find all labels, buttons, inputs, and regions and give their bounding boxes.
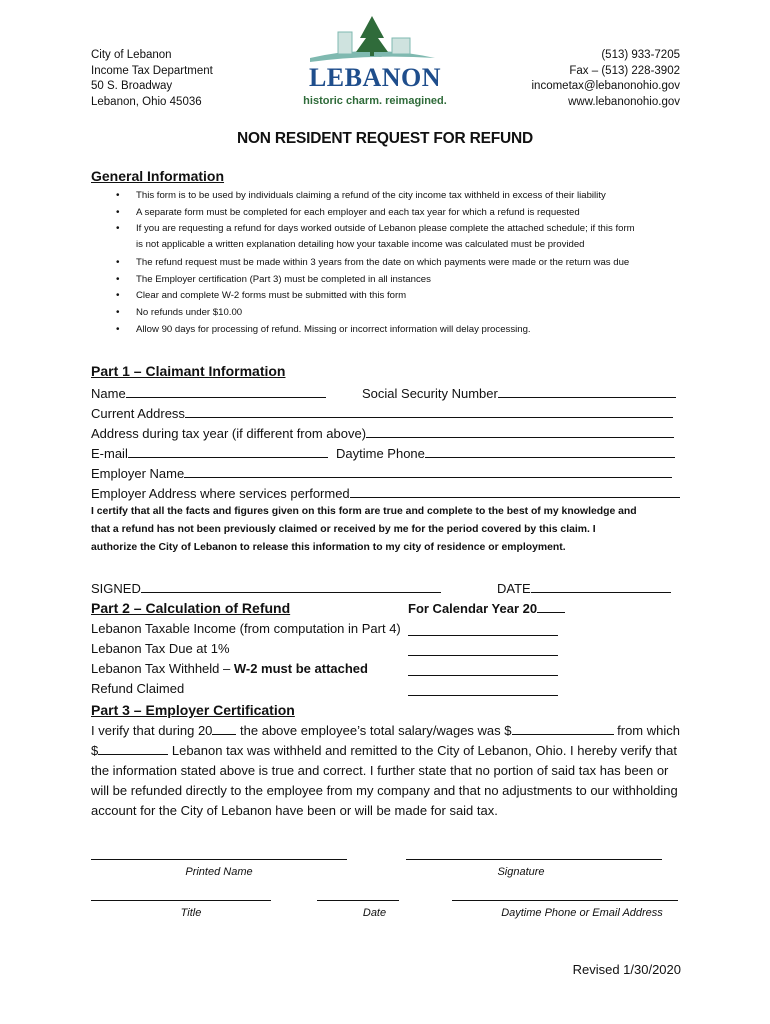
contact-line: (513) 933-7205 (601, 49, 680, 61)
revision-date: Revised 1/30/2020 (572, 962, 681, 977)
date-line[interactable] (317, 900, 399, 901)
list-item: • If you are requesting a refund for days worked outside of Lebanon please complete the attached schedule; if this form (116, 223, 635, 234)
ssn-field[interactable] (362, 385, 676, 401)
list-item: • No refunds under $10.00 (116, 307, 243, 318)
address-line: Lebanon, Ohio 45036 (91, 95, 202, 108)
contact-line: incometax@lebanonohio.gov (531, 80, 680, 92)
date-caption: Date (362, 907, 387, 919)
signature-caption: Signature (497, 866, 545, 878)
title-line[interactable] (91, 900, 271, 901)
address-line: Income Tax Department (91, 64, 213, 77)
tax-year-address-input[interactable] (366, 425, 674, 438)
tax-year-address-field[interactable] (91, 425, 674, 441)
svg-text:LEBANON: LEBANON (308, 63, 442, 92)
signed-field[interactable] (91, 580, 441, 596)
list-item: • A separate form must be completed for each employer and each tax year for which a refund is requested (116, 207, 580, 218)
name-input[interactable] (126, 385, 326, 398)
list-item: • Clear and complete W-2 forms must be submitted with this form (116, 290, 407, 301)
w2-note: W-2 must be attached (233, 661, 368, 676)
general-info-list (116, 190, 696, 340)
refund-claimed-input[interactable] (408, 683, 558, 696)
address-line: 50 S. Broadway (91, 80, 173, 92)
ssn-input[interactable] (498, 385, 676, 398)
calendar-year-label: For Calendar Year 20 (408, 601, 538, 616)
signature-line[interactable] (406, 859, 662, 860)
employer-address-field[interactable] (91, 485, 680, 501)
tax-withheld-input[interactable] (408, 663, 558, 676)
certification-statement: I certify that all the facts and figures given on this form are true and complete to the best of my knowledge and that a refund has not been previously claimed or received by me for the period covered by this claim. I authorize the City of Lebanon to release this information to my city of residence or employment. (91, 506, 637, 553)
current-address-input[interactable] (185, 405, 673, 418)
calendar-year-input[interactable] (537, 600, 565, 613)
current-address-label: Current Address (91, 406, 185, 421)
employer-name-input[interactable] (184, 465, 672, 478)
list-item: • The refund request must be made within 3 years from the date on which payments were made or the return was due (116, 257, 630, 268)
contact-line: Fax – (513) 228-3902 (569, 64, 680, 77)
tax-due-label: Lebanon Tax Due at 1% (91, 641, 230, 656)
daytime-phone-field[interactable] (336, 445, 675, 461)
tax-due-input[interactable] (408, 643, 558, 656)
employer-address-input[interactable] (350, 485, 680, 498)
signed-label: SIGNED (91, 581, 141, 596)
date-label: DATE (497, 581, 531, 596)
name-field[interactable] (91, 385, 326, 401)
logo-graphic-icon (300, 14, 450, 112)
name-label: Name (91, 386, 126, 401)
phone-email-caption: Daytime Phone or Email Address (501, 907, 663, 919)
general-info-heading: General Information (91, 168, 225, 184)
part2-heading: Part 2 – Calculation of Refund (91, 600, 291, 616)
employer-certification-text: I verify that during 20 the above employee’s total salary/wages was $ from which $ Lebanon tax was withheld and remitted to the City of Lebanon, Ohio. I hereby verify that the information stated above is true and correct. I further state that no portion of said tax has been or will be refunded directly to the employee from my company and that no adjustments to our withholding account for the City of Lebanon have been or will be made for said tax. (91, 723, 680, 818)
printed-name-line[interactable] (91, 859, 347, 860)
daytime-phone-label: Daytime Phone (336, 446, 425, 461)
signed-input[interactable] (141, 580, 441, 593)
employer-name-label: Employer Name (91, 466, 185, 481)
part3-heading: Part 3 – Employer Certification (91, 702, 295, 718)
withheld-amount-input[interactable] (98, 742, 168, 755)
current-address-field[interactable] (91, 405, 673, 421)
date-input[interactable] (531, 580, 671, 593)
email-field[interactable] (91, 445, 328, 461)
part1-heading: Part 1 – Claimant Information (91, 363, 286, 379)
list-item-continued: is not applicable a written explanation detailing how your taxable income was calculated must be provided (136, 239, 585, 250)
tax-year-address-label: Address during tax year (if different from above) (91, 426, 367, 441)
address-block (91, 48, 213, 110)
year-input[interactable] (212, 722, 236, 735)
refund-claimed-label: Refund Claimed (91, 681, 185, 696)
calendar-year-field[interactable] (408, 600, 565, 616)
phone-email-line[interactable] (452, 900, 678, 901)
daytime-phone-input[interactable] (425, 445, 675, 458)
title-caption: Title (180, 907, 202, 919)
list-item: • This form is to be used by individuals claiming a refund of the city income tax withheld in excess of their liability (116, 190, 606, 201)
printed-name-caption: Printed Name (185, 866, 253, 878)
tax-withheld-label: Lebanon Tax Withheld – W-2 must be attached (91, 661, 368, 676)
contact-line: www.lebanonohio.gov (568, 95, 680, 108)
employer-name-field[interactable] (91, 465, 672, 481)
svg-text:historic charm. reimagined.: historic charm. reimagined. (303, 95, 447, 107)
page-title: NON RESIDENT REQUEST FOR REFUND (236, 130, 534, 147)
address-line: City of Lebanon (91, 49, 172, 61)
taxable-income-label: Lebanon Taxable Income (from computation in Part 4) (91, 621, 401, 636)
lebanon-logo (300, 14, 450, 112)
list-item: • Allow 90 days for processing of refund. Missing or incorrect information will delay processing. (116, 324, 531, 335)
contact-block (532, 48, 681, 110)
ssn-label: Social Security Number (362, 386, 498, 401)
list-item: • The Employer certification (Part 3) must be completed in all instances (116, 274, 431, 285)
taxable-income-input[interactable] (408, 623, 558, 636)
email-label: E-mail (91, 446, 128, 461)
employer-address-label: Employer Address where services performed (91, 486, 350, 501)
email-input[interactable] (128, 445, 328, 458)
wages-input[interactable] (512, 722, 614, 735)
signed-date-field[interactable] (497, 580, 671, 596)
